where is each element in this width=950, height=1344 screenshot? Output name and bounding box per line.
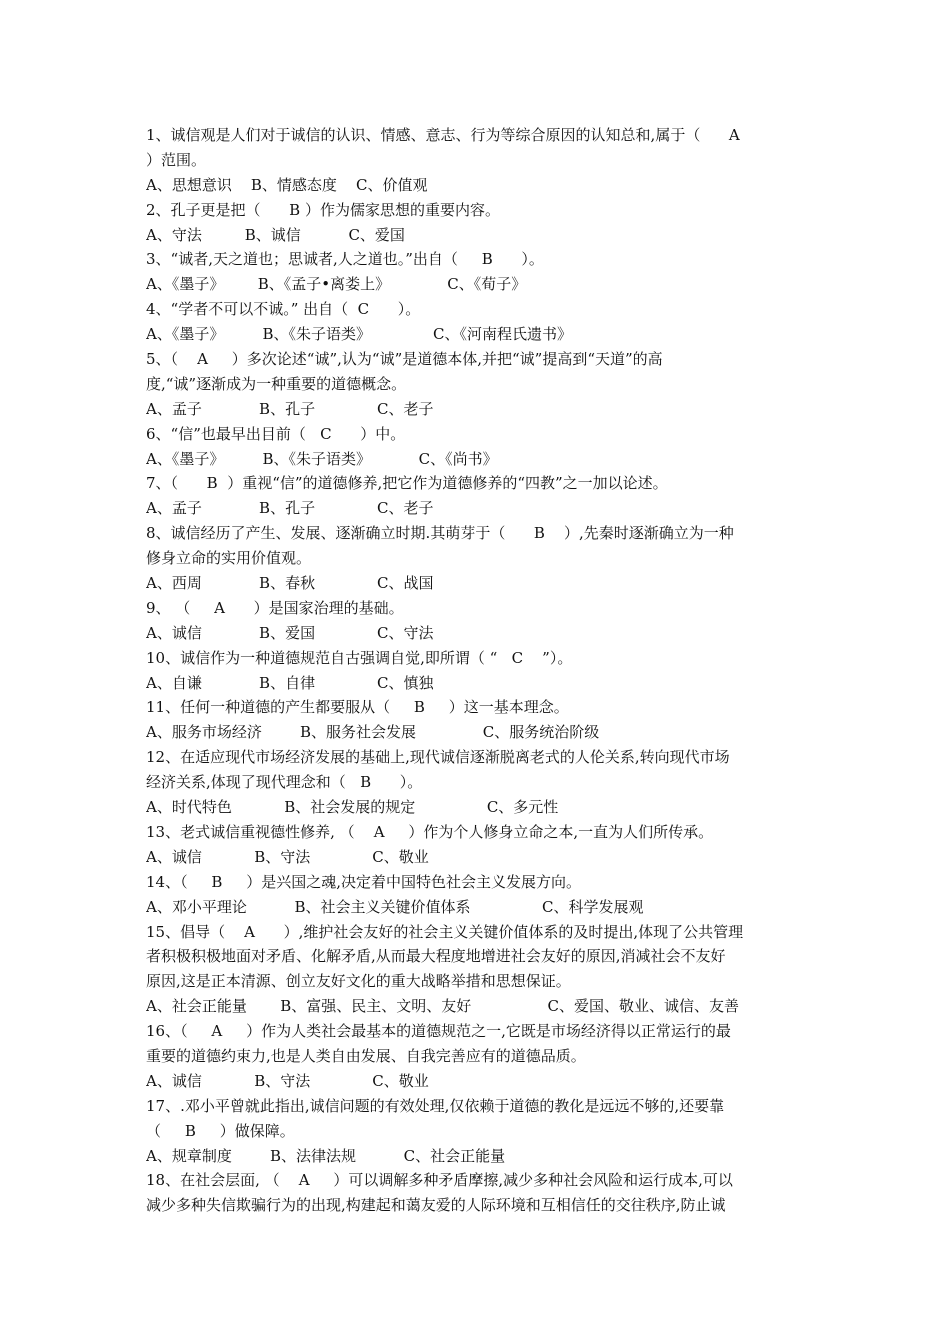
text-line: 2、孔子更是把（ B ）作为儒家思想的重要内容。 (146, 200, 500, 219)
text-line: 8、诚信经历了产生、发展、逐渐确立时期.其萌芽于（ B ）,先秦时逐渐确立为一种 (146, 524, 734, 543)
text-line: 18、在社会层面, （ A ）可以调解多种矛盾摩擦,减少多种社会风险和运行成本,可以 (146, 1171, 733, 1190)
text-line: ）范围。 (146, 150, 207, 169)
text-line: A、《墨子》 B、《朱子语类》 C、《尚书》 (146, 449, 498, 468)
text-line: A、规章制度 B、法律法规 C、社会正能量 (146, 1146, 506, 1165)
text-line: A、诚信 B、守法 C、敬业 (146, 1071, 429, 1090)
text-line: 原因,这是正本清源、创立友好文化的重大战略举措和思想保证。 (146, 972, 571, 991)
text-line: 4、“学者不可以不诚。” 出自（ C ）。 (146, 300, 421, 319)
text-line: A、守法 B、诚信 C、爱国 (146, 225, 405, 244)
text-line: 9、 （ A ）是国家治理的基础。 (146, 598, 404, 617)
text-line: 16、（ A ）作为人类社会最基本的道德规范之一,它既是市场经济得以正常运行的最 (146, 1022, 731, 1041)
text-line: A、社会正能量 B、富强、民主、文明、友好 C、爱国、敬业、诚信、友善 (146, 997, 740, 1016)
text-line: 7、（ B ）重视“信”的道德修养,把它作为道德修养的“四教”之一加以论述。 (146, 474, 668, 493)
text-line: 14、（ B ）是兴国之魂,决定着中国特色社会主义发展方向。 (146, 872, 582, 891)
document-page (146, 123, 814, 1218)
text-line: A、西周 B、春秋 C、战国 (146, 574, 434, 593)
text-line: 重要的道德约束力,也是人类自由发展、自我完善应有的道德品质。 (146, 1046, 586, 1065)
text-line: A、孟子 B、孔子 C、老子 (146, 499, 434, 518)
text-line: A、诚信 B、爱国 C、守法 (146, 623, 434, 642)
text-line: A、邓小平理论 B、社会主义关键价值体系 C、科学发展观 (146, 897, 644, 916)
text-line: 度,“诚”逐渐成为一种重要的道德概念。 (146, 374, 407, 393)
text-line: 5、（ A ）多次论述“诚”,认为“诚”是道德本体,并把“诚”提高到“天道”的高 (146, 350, 663, 369)
text-line: 经济关系,体现了现代理念和（ B ）。 (146, 773, 423, 792)
text-line: 11、任何一种道德的产生都要服从（ B ）这一基本理念。 (146, 698, 569, 717)
text-line: 15、倡导（ A ）,维护社会友好的社会主义关键价值体系的及时提出,体现了公共管理 (146, 922, 744, 941)
text-line: A、时代特色 B、社会发展的规定 C、多元性 (146, 798, 559, 817)
text-line: 修身立命的实用价值观。 (146, 549, 312, 568)
text-line: （ B ）做保障。 (146, 1121, 295, 1140)
text-line: A、自谦 B、自律 C、慎独 (146, 673, 434, 692)
text-line: A、服务市场经济 B、服务社会发展 C、服务统治阶级 (146, 723, 600, 742)
text-line: A、思想意识 B、情感态度 C、价值观 (146, 175, 428, 194)
text-line: 17、.邓小平曾就此指出,诚信问题的有效处理,仅依赖于道德的教化是远远不够的,还要靠 (146, 1096, 725, 1115)
text-line: 6、“信”也最早出目前（ C ）中。 (146, 424, 406, 443)
text-line: 10、诚信作为一种道德规范自古强调自觉,即所谓（ “ C ”）。 (146, 648, 573, 667)
text-line: 减少多种失信欺骗行为的出现,构建起和蔼友爱的人际环境和互相信任的交往秩序,防止诚 (146, 1196, 726, 1215)
text-line: A、孟子 B、孔子 C、老子 (146, 399, 434, 418)
text-line: 者积极积极地面对矛盾、化解矛盾,从而最大程度地增进社会友好的原因,消减社会不友好 (146, 947, 726, 966)
text-line: A、《墨子》 B、《孟子•离娄上》 C、《荀子》 (146, 275, 527, 294)
text-line: 12、在适应现代市场经济发展的基础上,现代诚信逐渐脱离老式的人伦关系,转向现代市场 (146, 748, 730, 767)
text-line: A、《墨子》 B、《朱子语类》 C、《河南程氏遗书》 (146, 325, 572, 344)
text-line: 1、诚信观是人们对于诚信的认识、情感、意志、行为等综合原因的认知总和,属于（ A (146, 126, 740, 144)
text-line: 13、老式诚信重视德性修养, （ A ）作为个人修身立命之本,一直为人们所传承。 (146, 822, 714, 841)
text-line: 3、“诚者,天之道也；思诚者,人之道也。”出自（ B ）。 (146, 250, 544, 269)
text-line: A、诚信 B、守法 C、敬业 (146, 847, 429, 866)
